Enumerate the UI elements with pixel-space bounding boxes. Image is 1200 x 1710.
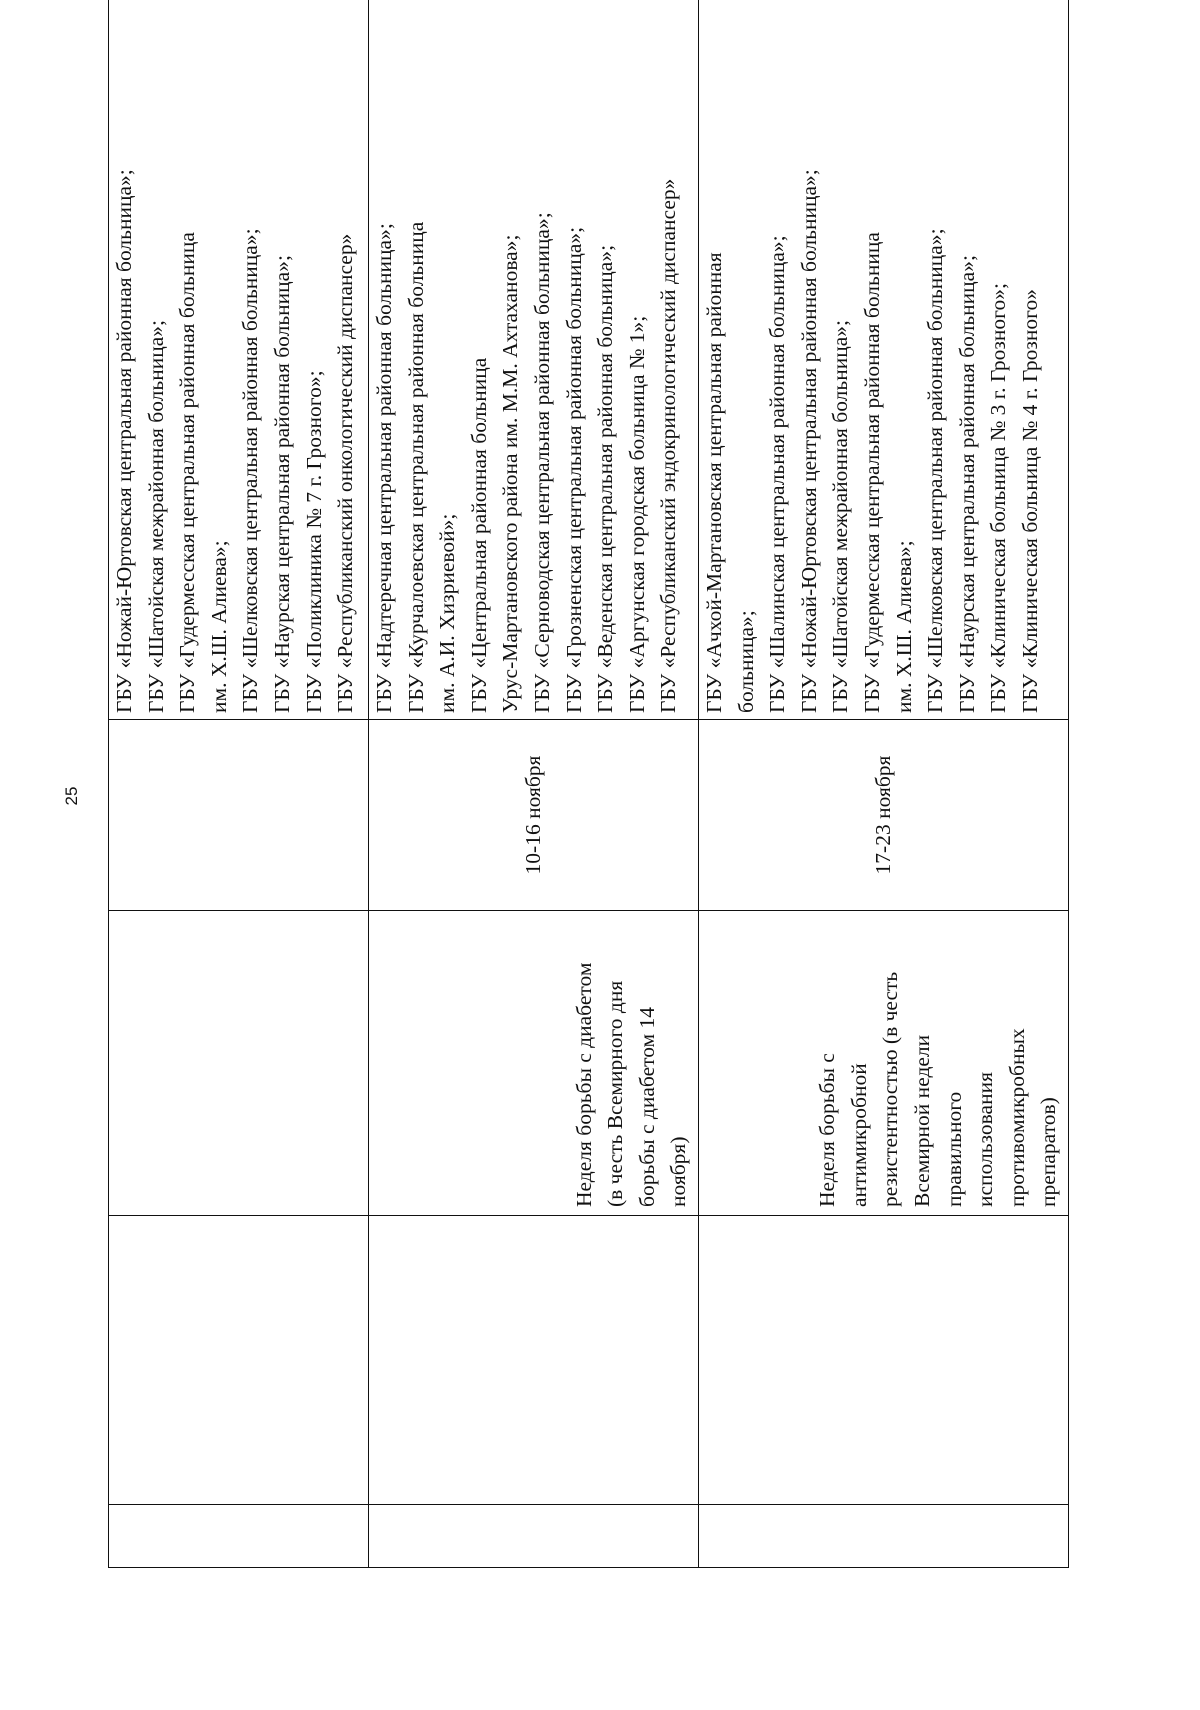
date-cell xyxy=(109,720,369,911)
organization-line: ГБУ «Поликлиника № 7 г. Грозного»; xyxy=(301,370,326,713)
organization-line: ГБУ «Шатойская межрайонная больница»; xyxy=(828,320,853,713)
organization-line: ГБУ «Наурская центральная районная больница»; xyxy=(269,255,294,713)
event-line: борьбы с диабетом 14 xyxy=(634,1006,659,1207)
organizations-cell xyxy=(369,0,699,720)
organization-line: ГБУ «Шелковская центральная районная больница»; xyxy=(923,228,948,713)
organization-line: ГБУ «Веденская центральная районная больница»; xyxy=(593,244,618,713)
row-number-cell xyxy=(109,1505,369,1568)
schedule-table xyxy=(108,0,1069,1568)
event-line: резистентностью (в честь xyxy=(878,971,903,1207)
date-cell xyxy=(699,720,1069,911)
event-cell xyxy=(369,911,699,1216)
organization-line: ГБУ «Ачхой-Мартановская центральная районная xyxy=(702,252,726,713)
event-line: антимикробной xyxy=(846,1063,871,1207)
event-line: правильного xyxy=(941,1091,966,1207)
organization-line: ГБУ «Клиническая больница № 4 г. Грозного» xyxy=(1017,289,1042,713)
organizations-cell xyxy=(699,0,1069,720)
event-line: (в честь Всемирного дня xyxy=(603,980,628,1207)
empty-cell xyxy=(369,1216,699,1505)
page-number: 25 xyxy=(62,786,81,806)
schedule-table-rotated xyxy=(108,0,1068,1568)
organization-line: ГБУ «Гудермесская центральная районная больница xyxy=(175,232,200,713)
organization-line: ГБУ «Шатойская межрайонная больница»; xyxy=(143,320,168,713)
organization-line: ГБУ «Наурская центральная районная больница»; xyxy=(954,255,979,713)
event-line: использования xyxy=(973,1072,998,1207)
date-text: 17-23 ноября xyxy=(870,755,895,875)
empty-cell xyxy=(109,1216,369,1505)
empty-cell xyxy=(699,1216,1069,1505)
row-number-cell xyxy=(369,1505,699,1568)
organization-line: им. Х.Ш. Алиева»; xyxy=(206,540,231,713)
organization-line: ГБУ «Гудермесская центральная районная больница xyxy=(859,232,884,713)
event-line: ноября) xyxy=(666,1136,691,1207)
event-cell xyxy=(109,911,369,1216)
organization-line: ГБУ «Серноводская центральная районная больница»; xyxy=(529,212,554,713)
event-cell xyxy=(699,911,1069,1216)
organization-line: ГБУ «Ножай-Юртовская центральная районная больница»; xyxy=(796,169,821,713)
date-text: 10-16 ноября xyxy=(520,755,545,875)
row-number-cell xyxy=(699,1505,1069,1568)
organization-line: больница»; xyxy=(733,610,758,713)
organization-line: ГБУ «Шалинская центральная районная больница»; xyxy=(765,235,790,713)
organization-line: ГБУ «Аргунская городская больница № 1»; xyxy=(624,315,649,713)
organization-line: им. Х.Ш. Алиева»; xyxy=(891,540,916,713)
organization-line: ГБУ «Грозненская центральная районная больница»; xyxy=(561,226,586,713)
date-cell xyxy=(369,720,699,911)
organization-line: ГБУ «Ножай-Юртовская центральная районная больница»; xyxy=(112,169,136,713)
organization-line: ГБУ «Клиническая больница № 3 г. Грозного»; xyxy=(986,283,1011,713)
event-line: препаратов) xyxy=(1036,1097,1061,1207)
organization-line: им. А.И. Хизриевой»; xyxy=(435,513,460,713)
table-row xyxy=(699,0,1069,1568)
organization-line: Урус-Мартановского района им. М.М. Ахтаханова»; xyxy=(498,234,523,713)
organization-line: ГБУ «Курчалоевская центральная районная больница xyxy=(403,221,428,713)
organizations-cell xyxy=(109,0,369,720)
organization-line: ГБУ «Республиканский онкологический диспансер» xyxy=(333,233,358,713)
organization-line: ГБУ «Центральная районная больница xyxy=(466,357,491,713)
event-line: Неделя борьбы с xyxy=(815,1053,840,1207)
organization-line: ГБУ «Шелковская центральная районная больница»; xyxy=(238,228,263,713)
event-line: Всемирной недели xyxy=(910,1034,935,1207)
organization-line: ГБУ «Надтеречная центральная районная больница»; xyxy=(372,223,396,713)
event-line: противомикробных xyxy=(1004,1028,1029,1207)
table-row xyxy=(109,0,369,1568)
table-row xyxy=(369,0,699,1568)
event-line: Неделя борьбы с диабетом xyxy=(571,962,596,1207)
organization-line: ГБУ «Республиканский эндокринологический диспансер» xyxy=(656,178,681,713)
